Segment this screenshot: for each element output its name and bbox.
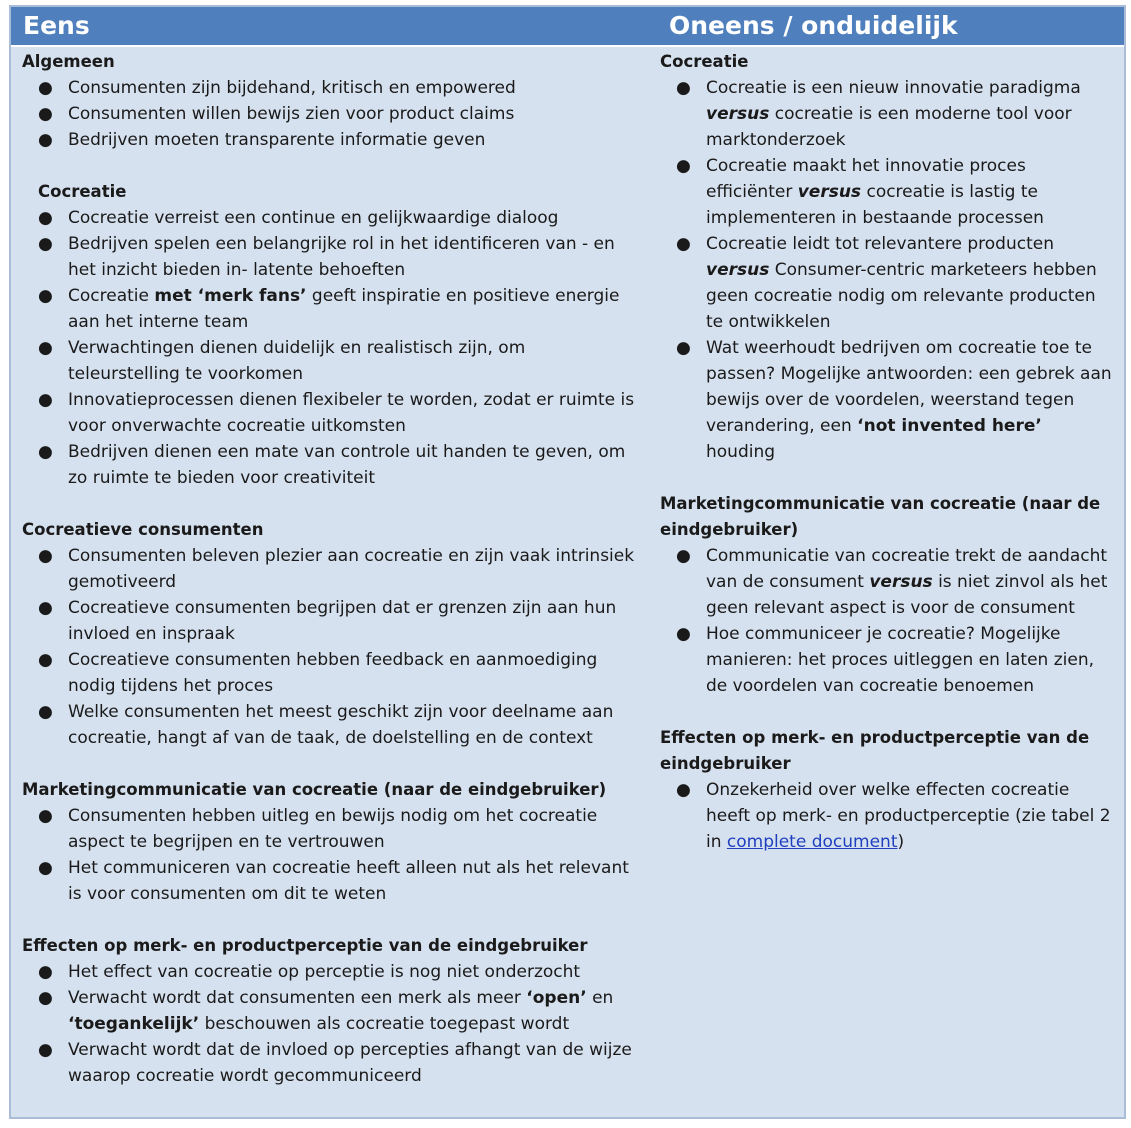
list-item bbox=[22, 543, 637, 595]
bullet-icon: ● bbox=[38, 338, 53, 358]
comparison-table bbox=[9, 5, 1126, 1119]
section bbox=[22, 933, 637, 1089]
item-text: Cocreatie maakt het innovatie proces efficiënter bbox=[706, 156, 1026, 202]
item-text: geeft inspiratie en positieve energie aan het interne team bbox=[68, 286, 620, 332]
item-text: cocreatie is een moderne tool voor marktonderzoek bbox=[706, 104, 1072, 150]
item-text: Consumenten hebben uitleg en bewijs nodig om het cocreatie aspect te begrijpen en te vertrouwen bbox=[68, 806, 598, 852]
bullet-icon: ● bbox=[38, 806, 53, 826]
section bbox=[22, 777, 637, 907]
item-text: is niet zinvol als het geen relevant aspect is voor de consument bbox=[706, 572, 1108, 618]
list-item bbox=[22, 335, 637, 387]
bold-text: met ‘merk fans’ bbox=[154, 286, 307, 306]
item-text: Innovatieprocessen dienen flexibeler te worden, zodat er ruimte is voor onverwachte cocreatie uitkomsten bbox=[68, 390, 635, 436]
emphasis-text: versus bbox=[706, 104, 770, 124]
section bbox=[660, 725, 1115, 855]
list-item bbox=[22, 127, 637, 153]
item-text: beschouwen als cocreatie toegepast wordt bbox=[199, 1014, 570, 1034]
bullet-icon: ● bbox=[38, 702, 53, 722]
item-text: Welke consumenten het meest geschikt zijn voor deelname aan cocreatie, hangt af van de taak, de doelstelling en de context bbox=[68, 702, 614, 748]
section-title: Cocreatie bbox=[660, 52, 749, 71]
list-item bbox=[22, 231, 637, 283]
bold-text: ‘not invented here’ bbox=[857, 416, 1042, 436]
item-text: Cocreatieve consumenten hebben feedback en aanmoediging nodig tijdens het proces bbox=[68, 650, 598, 696]
item-text: cocreatie is lastig te implementeren in bestaande processen bbox=[706, 182, 1044, 228]
bullet-icon: ● bbox=[38, 104, 53, 124]
column-divider bbox=[647, 47, 648, 1117]
bullet-icon: ● bbox=[676, 156, 691, 176]
item-text: Cocreatieve consumenten begrijpen dat er grenzen zijn aan hun invloed en inspraak bbox=[68, 598, 617, 644]
item-text: Consumer-centric marketeers hebben geen cocreatie nodig om relevante producten te ontwikkelen bbox=[706, 260, 1097, 332]
item-text: Bedrijven moeten transparente informatie geven bbox=[68, 130, 486, 150]
section-title: Marketingcommunicatie van cocreatie (naar de eindgebruiker) bbox=[660, 494, 1101, 539]
bullet-list bbox=[22, 205, 637, 491]
bullet-icon: ● bbox=[676, 338, 691, 358]
section bbox=[22, 49, 637, 153]
list-item bbox=[660, 543, 1115, 621]
bullet-icon: ● bbox=[38, 598, 53, 618]
section-title: Cocreatieve consumenten bbox=[22, 520, 264, 539]
item-text: houding bbox=[706, 442, 776, 462]
section bbox=[660, 49, 1115, 465]
item-text: en bbox=[586, 988, 614, 1008]
list-item bbox=[660, 777, 1115, 855]
section-title: Effecten op merk- en productperceptie van de eindgebruiker bbox=[660, 728, 1090, 773]
document-link[interactable]: complete document bbox=[726, 832, 898, 852]
bold-text: ‘open’ bbox=[526, 988, 587, 1008]
section-title: Effecten op merk- en productperceptie van de eindgebruiker bbox=[22, 936, 588, 955]
item-text: Consumenten beleven plezier aan cocreatie en zijn vaak intrinsiek gemotiveerd bbox=[68, 546, 635, 592]
bullet-icon: ● bbox=[38, 130, 53, 150]
list-item bbox=[22, 803, 637, 855]
list-item bbox=[22, 439, 637, 491]
list-item bbox=[22, 101, 637, 127]
bullet-icon: ● bbox=[38, 234, 53, 254]
bold-text: ‘toegankelijk’ bbox=[68, 1014, 200, 1034]
bullet-icon: ● bbox=[38, 286, 53, 306]
item-text: Communicatie van cocreatie trekt de aandacht van de consument bbox=[706, 546, 1108, 592]
list-item bbox=[22, 205, 637, 231]
item-text: Cocreatie is een nieuw innovatie paradigma bbox=[706, 78, 1081, 98]
bullet-list bbox=[660, 543, 1115, 699]
emphasis-text: versus bbox=[869, 572, 933, 592]
table-header bbox=[11, 7, 1124, 47]
item-text: Verwacht wordt dat consumenten een merk als meer bbox=[68, 988, 527, 1008]
emphasis-text: versus bbox=[706, 260, 770, 280]
bullet-icon: ● bbox=[676, 780, 691, 800]
list-item bbox=[22, 1037, 637, 1089]
list-item bbox=[22, 283, 637, 335]
item-text: Onzekerheid over welke effecten cocreatie heeft op merk- en productperceptie (zie tabel 2 in bbox=[706, 780, 1111, 852]
item-text: Cocreatie bbox=[68, 286, 155, 306]
item-text: Verwachtingen dienen duidelijk en realistisch zijn, om teleurstelling te voorkomen bbox=[68, 338, 526, 384]
list-item bbox=[22, 985, 637, 1037]
list-item bbox=[660, 153, 1115, 231]
item-text: Cocreatie leidt tot relevantere producten bbox=[706, 234, 1054, 254]
list-item bbox=[22, 855, 637, 907]
agree-column bbox=[22, 49, 637, 1115]
section bbox=[22, 517, 637, 751]
bullet-icon: ● bbox=[676, 624, 691, 644]
bullet-icon: ● bbox=[676, 234, 691, 254]
bullet-list bbox=[660, 75, 1115, 465]
header-disagree: Oneens / onduidelijk bbox=[669, 11, 958, 40]
bullet-list bbox=[22, 803, 637, 907]
bullet-icon: ● bbox=[38, 78, 53, 98]
list-item bbox=[660, 335, 1115, 465]
disagree-column bbox=[660, 49, 1115, 881]
header-agree: Eens bbox=[23, 11, 90, 40]
item-text: Bedrijven spelen een belangrijke rol in het identificeren van - en het inzicht bieden in- latente behoeften bbox=[68, 234, 615, 280]
section bbox=[22, 179, 637, 491]
item-text: Consumenten willen bewijs zien voor product claims bbox=[68, 104, 515, 124]
bullet-icon: ● bbox=[38, 988, 53, 1008]
item-text: Verwacht wordt dat de invloed op percepties afhangt van de wijze waarop cocreatie wordt gecommuniceerd bbox=[68, 1040, 632, 1086]
section-title: Cocreatie bbox=[38, 182, 127, 201]
section-title: Marketingcommunicatie van cocreatie (naar de eindgebruiker) bbox=[22, 780, 607, 799]
bullet-icon: ● bbox=[38, 442, 53, 462]
item-text: Cocreatie verreist een continue en gelijkwaardige dialoog bbox=[68, 208, 559, 228]
list-item bbox=[22, 75, 637, 101]
section bbox=[660, 491, 1115, 699]
item-text: Het communiceren van cocreatie heeft alleen nut als het relevant is voor consumenten om dit te weten bbox=[68, 858, 629, 904]
bullet-icon: ● bbox=[38, 1040, 53, 1060]
list-item bbox=[660, 231, 1115, 335]
bullet-icon: ● bbox=[676, 78, 691, 98]
item-text: ) bbox=[897, 832, 905, 852]
bullet-list bbox=[22, 75, 637, 153]
bullet-icon: ● bbox=[38, 546, 53, 566]
bullet-icon: ● bbox=[38, 650, 53, 670]
emphasis-text: versus bbox=[797, 182, 862, 202]
section-title: Algemeen bbox=[22, 52, 115, 71]
list-item bbox=[22, 595, 637, 647]
list-item bbox=[660, 75, 1115, 153]
item-text: Het effect van cocreatie op perceptie is nog niet onderzocht bbox=[68, 962, 581, 982]
bullet-icon: ● bbox=[38, 208, 53, 228]
bullet-icon: ● bbox=[38, 858, 53, 878]
list-item bbox=[660, 621, 1115, 699]
bullet-list bbox=[22, 959, 637, 1089]
bullet-icon: ● bbox=[38, 390, 53, 410]
item-text: Hoe communiceer je cocreatie? Mogelijke manieren: het proces uitleggen en laten zien, de voordelen van cocreatie benoemen bbox=[706, 624, 1095, 696]
item-text: Wat weerhoudt bedrijven om cocreatie toe te passen? Mogelijke antwoorden: een gebrek aan bewijs over de voordelen, weerstand tegen verandering, een bbox=[706, 338, 1112, 436]
bullet-icon: ● bbox=[38, 962, 53, 982]
bullet-list bbox=[660, 777, 1115, 855]
bullet-icon: ● bbox=[676, 546, 691, 566]
list-item bbox=[22, 699, 637, 751]
list-item bbox=[22, 959, 637, 985]
item-text: Bedrijven dienen een mate van controle uit handen te geven, om zo ruimte te bieden voor creativiteit bbox=[68, 442, 626, 488]
item-text: Consumenten zijn bijdehand, kritisch en empowered bbox=[68, 78, 516, 98]
list-item bbox=[22, 647, 637, 699]
bullet-list bbox=[22, 543, 637, 751]
list-item bbox=[22, 387, 637, 439]
